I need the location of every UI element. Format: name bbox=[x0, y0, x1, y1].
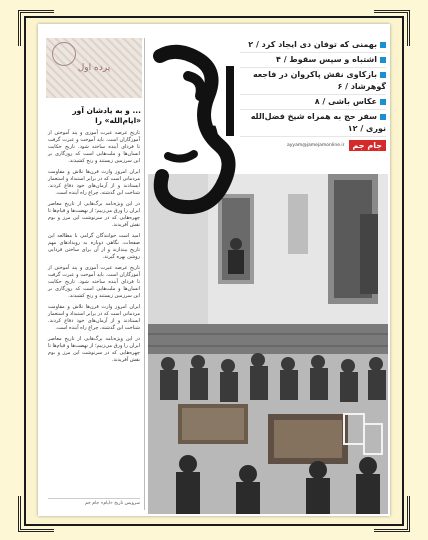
article-paragraph: ایران امروز وارث قرن‌ها تلاش و مقاومت مردمانی است که در برابر استبداد و استعمار ایستادند و از آرمان‌های خود دفاع کردند. شناخت این گذشته، چراغ راه آینده است. bbox=[47, 169, 140, 196]
article-heading: ... و به یادشان آور «ایام‌الله» را bbox=[72, 106, 141, 125]
issue-number: ۱ bbox=[210, 120, 222, 146]
masthead bbox=[148, 36, 246, 226]
jamejam-logo: جام جم bbox=[349, 140, 386, 151]
bullet-icon bbox=[380, 114, 386, 120]
article-body bbox=[48, 130, 140, 364]
brand-url[interactable]: ayyam@jamejamonline.ir bbox=[286, 143, 345, 148]
section-label: پرده اول bbox=[77, 63, 111, 73]
article-paragraph: ایران امروز وارث قرن‌ها تلاش و مقاومت مردمانی است که در برابر استبداد و استعمار ایستادند و از آرمان‌های خود دفاع کردند. شناخت این گذشته، چراغ راه آینده است. bbox=[47, 304, 140, 331]
headline-list bbox=[240, 38, 386, 151]
brand-bar bbox=[240, 140, 386, 151]
article-paragraph: در این ویژه‌نامه برگ‌هایی از تاریخ معاصر ایران را ورق می‌زنیم؛ از نهضت‌ها و قیام‌ها تا چهره‌هایی که در سرنوشت این مرز و بوم نقش آفریدند. bbox=[48, 201, 140, 228]
headline-item[interactable]: بازکاوی نقش پاکروان در فاجعه گوهرشاد / ۶ bbox=[240, 68, 386, 95]
bullet-icon bbox=[380, 42, 386, 48]
article-footnote: سرویس تاریخ «ایام» جام جم bbox=[48, 498, 140, 506]
section-header bbox=[46, 38, 142, 98]
article-paragraph: تاریخ عرصه عبرت آموزی و پند آموختن از آموزگاران است. باید آموخت و عبرت گرفت تا فردای آینده ساخته شود. تاریخ حکایت انسان‌ها و ملت‌هایی است که روزگاری بر این سرزمین زیستند و رنج کشیدند. bbox=[48, 130, 140, 164]
headline-item[interactable]: بهمنی که توفان دی ایجاد کرد / ۲ bbox=[240, 38, 386, 53]
article-paragraph: تاریخ عرصه عبرت آموزی و پند آموختن از آموزگاران است. باید آموخت و عبرت گرفت تا فردای آینده ساخته شود. تاریخ حکایت انسان‌ها و ملت‌هایی است که روزگاری بر این سرزمین زیستند و رنج کشیدند. bbox=[48, 265, 140, 299]
seal-icon bbox=[52, 42, 76, 66]
headline-item[interactable]: سفر حج به همراه شیخ فضل‌الله نوری / ۱۲ bbox=[240, 110, 386, 137]
article-paragraph: امید است خوانندگان گرامی با مطالعه این صفحات، نگاهی دوباره به رویدادهای مهم تاریخ بیندازند و از آن برای ساختن فردایی روشن بهره گیرند. bbox=[48, 233, 140, 260]
headline-item[interactable]: عکاس باشی / ۸ bbox=[240, 95, 386, 110]
article-paragraph: در این ویژه‌نامه برگ‌هایی از تاریخ معاصر ایران را ورق می‌زنیم؛ از نهضت‌ها و قیام‌ها تا چهره‌هایی که در سرنوشت این مرز و بوم نقش آفریدند. bbox=[48, 336, 140, 363]
bullet-icon bbox=[380, 57, 386, 63]
bullet-icon bbox=[380, 72, 386, 78]
ayyam-logo bbox=[148, 36, 246, 226]
article-column bbox=[44, 38, 145, 510]
headline-item[interactable]: اشتباه و سپس سقوط / ۴ bbox=[240, 53, 386, 68]
bullet-icon bbox=[380, 99, 386, 105]
magazine-cover bbox=[38, 24, 390, 516]
